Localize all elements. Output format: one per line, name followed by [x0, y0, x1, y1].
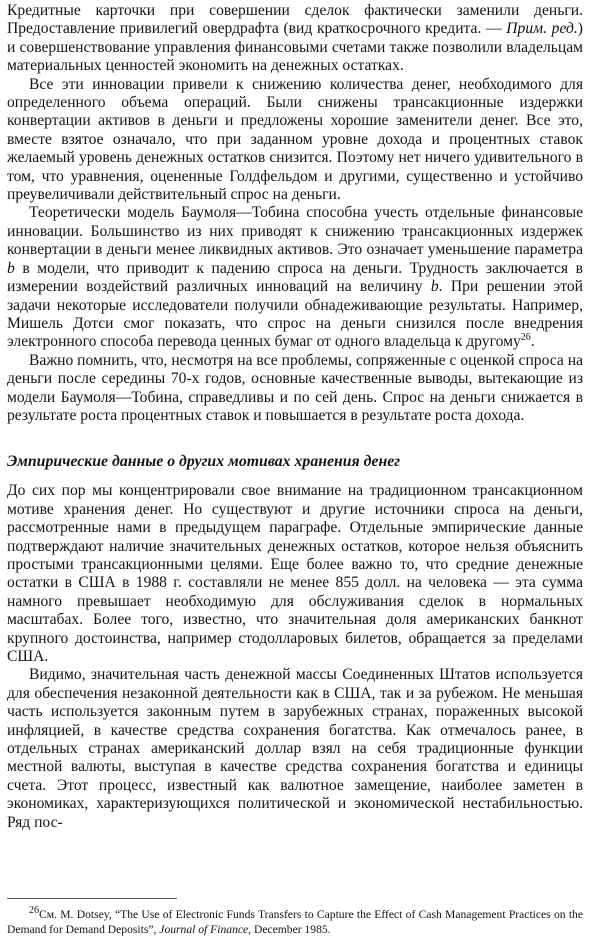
- paragraph-currency-substitution: Видимо, значительная часть денежной массы Соединенных Штатов используется для обеспечения незаконной деятельности как в США, так и за рубежом. Не меньшая часть используется законным путем в зарубежных странах, пораженных высокой инфляцией, в качестве средства сохранения богатства. Как отмечалось ранее, в отдельных странах американский доллар взял на себя традиционные функции местной валюты, выступая в качестве средства сохранения богатства и единицы счета. Этот процесс, известный как валютное замещение, наиболее заметен в экономиках, характеризующихся политической и экономической нестабильностью. Ряд пос-: [7, 666, 583, 831]
- paragraph-other-motives: До сих пор мы концентрировали свое внимание на традиционном трансакционном мотиве хранения денег. Но существуют и другие источники спроса на деньги, рассмотренные нами в предыдущем параграфе. Отдельные эмпирические данные подтверждают наличие значительных денежных остатков, которое нельзя объяснить простыми трансакционными целями. Еще более важно то, что средние денежные остатки в США в 1988 г. составляли не менее 855 долл. на человека — эта сумма намного превышает необходимую для обслуживания сделок в нормальных масштабах. Более того, известно, что значительная доля американских банкнот крупного достоинства, например стодолларовых билетов, обращается за пределами США.: [7, 482, 583, 665]
- paragraph-text: . При решении этой задачи некоторые исследователи получили обнадеживающие результаты. Например, Мишель Дотси смог показать, что спрос на деньги снизился после внедрения электронного способа перевода ценных бумаг от одного владельца к другому: [7, 278, 583, 351]
- paragraph-innovations: Все эти инновации привели к снижению количества денег, необходимого для определенного объема операций. Были снижены трансакционные издержки конвертации активов в деньги и предложены хорошие заменители денег. Все это, вместе взятое означало, что при заданном уровне дохода и процентных ставок желаемый уровень денежных остатков снизится. Поэтому нет ничего удивительного в том, что уравнения, оцененные Голдфельдом и другими, существенно и устойчиво преувеличивали действительный спрос на деньги.: [7, 75, 583, 204]
- footnote-text: , December 1985.: [248, 922, 331, 936]
- section-heading: Эмпирические данные о других мотивах хранения денег: [7, 453, 401, 471]
- footnote-journal: Journal of Finance: [159, 922, 249, 936]
- paragraph-baumol-tobin: [7, 204, 583, 351]
- paragraph-text: Кредитные карточки при совершении сделок фактически заменили деньги. Предоставление привилегий овердрафта (вид краткосрочного кредита. —: [7, 2, 583, 38]
- footnote-number: 26: [29, 905, 39, 917]
- parameter-b: b: [7, 259, 15, 277]
- paragraph-credit-cards: [7, 2, 583, 76]
- paragraph-text: Теоретически модель Баумоля—Тобина способна учесть отдельные финансовые инновации. Большинство из них приводят к снижению трансакционных издержек конвертации в деньги менее ликвидных активов. Это означает уменьшение параметра: [7, 204, 583, 259]
- footnote-reference: 26: [520, 332, 531, 344]
- page-body: [7, 2, 583, 832]
- footnote: [7, 905, 583, 937]
- parameter-b: b: [430, 278, 439, 296]
- paragraph-conclusions: Важно помнить, что, несмотря на все проблемы, сопряженные с оценкой спроса на деньги после середины 70-х годов, основные качественные выводы, вытекающие из модели Баумоля—Тобина, справедливы и по сей день. Спрос на деньги снижается в результате роста процентных ставок и повышается в результате роста дохода.: [7, 351, 583, 424]
- footnote-text: См. M. Dotsey, “The Use of Electronic Funds Transfers to Capture the Effect of Cash Management Practices on the Demand for Demand Deposits”,: [7, 908, 583, 936]
- paragraph-text: .: [530, 333, 535, 351]
- paragraph-text: ) и совершенствование управления финансовыми счетами также позволили владельцам материальных ценностей экономить на денежных остатках.: [7, 20, 583, 75]
- paragraph-text: в модели, что приводит к падению спроса на деньги. Трудность заключается в измерении воздействий различных инноваций на величину: [7, 259, 583, 296]
- editor-note: Прим. ред.: [506, 20, 578, 38]
- footnote-divider: [7, 898, 177, 899]
